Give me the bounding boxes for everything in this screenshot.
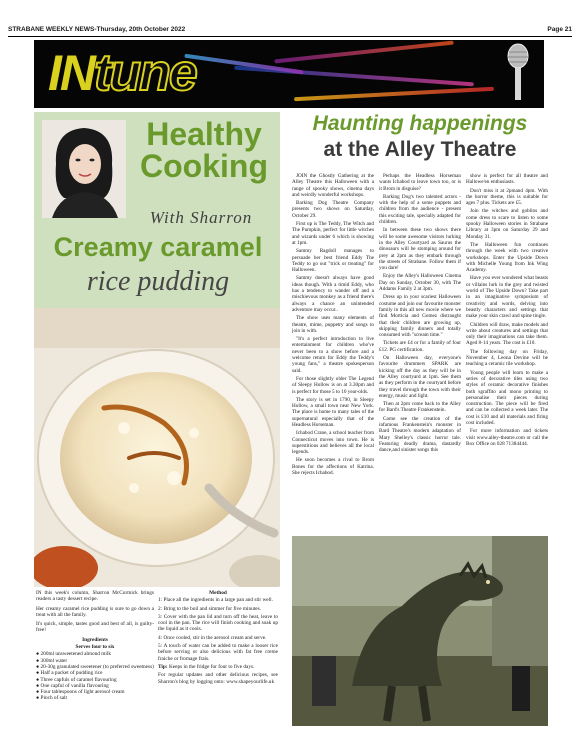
light-streak	[184, 54, 303, 75]
article-headline-line1: Haunting happenings	[312, 112, 528, 135]
rice-pudding-photo	[34, 308, 280, 587]
article-column-1	[292, 173, 374, 478]
intune-masthead	[34, 40, 544, 108]
recipe-method	[158, 590, 278, 687]
sharron-portrait	[42, 120, 126, 218]
article-paragraph: In between these two shows there will be some awesome visitors lurking in the Alley Courtyard as Saurus the dinosaurs will be stomping around for prey at 2pm as they embark through the streets of Strabane. Follow them if you dare!	[379, 227, 461, 272]
ingredient-item: ● Pinch of salt	[36, 695, 68, 702]
article-paragraph: JOIN the Ghostly Gathering at the Alley Theatre this Halloween with a range of spooky shows, cinema days and weirdly wonderful workshops.	[292, 173, 374, 198]
article-paragraph: The Halloween fun continues through the week with two creative workshops. Enter the Upside Down with Michelle Young from Ink Wing Academy.	[466, 241, 548, 274]
ingredient-item: ● Three capfuls of caramel flavouring	[36, 676, 117, 683]
article-column-2	[379, 173, 461, 455]
ingredient-item: ● 20-30g granulated sweetener (to preferred sweetness)	[36, 663, 154, 670]
method-step: 3: Cover with the pan lid and turn off the heat, leave to cool in the pan. The rice will finish cooking and soak up the liquid as it cools.	[158, 613, 278, 633]
article-paragraph: The show uses many elements of theatre, mime, puppetry and songs to join in with.	[292, 315, 374, 334]
method-step: 4: Once cooled, stir in the aerosol cream and serve.	[158, 634, 267, 641]
article-paragraph: Join the witches and goblins and come dress to scare to listen to some spooky Halloween stories in Strabane Library at 3pm on Saturday 29 and Monday 31.	[466, 208, 548, 240]
article-paragraph: First up is The Teddy, The Witch and The Pumpkin, perfect for little witches and wizards under 6 which is showing at 1pm.	[292, 221, 374, 246]
dinosaur-street-photo	[292, 536, 548, 726]
article-paragraph: The following day on Friday, November 4, Leona Devine will be teaching a ceramic tile workshop.	[466, 348, 548, 368]
article-paragraph: The story is set in 1790, in Sleepy Hollow, a small town near New York. The place is home to many tales of the supernatural especially that of the Headless Horseman.	[292, 396, 374, 428]
intro-paragraph: IN this week's column, Sharron McCormick brings readers a tasty dessert recipe.	[36, 590, 154, 603]
header-rule	[8, 36, 572, 37]
intro-paragraph: It's quick, simple, tastes good and best of all, is guilty-free!	[36, 621, 154, 634]
article-paragraph: He soon becomes a rival to Brom Bones for the affections of Katrina. She rejects Ichabod.	[292, 457, 374, 477]
article-headline-line2: at the Alley Theatre	[323, 138, 517, 161]
article-column-3	[466, 173, 548, 449]
recipe-intro-and-ingredients	[36, 590, 154, 702]
article-paragraph: Barking Dog Theatre Company presents two shows on Saturday, October 29.	[292, 200, 374, 219]
method-tip	[158, 664, 278, 670]
article-paragraph: Children will draw, make models and write about creatures and settings that only their imaginations can take them. Aged 8-14 years. The cost is £10.	[466, 321, 548, 347]
article-paragraph: Dress up in your scariest Halloween costume and join our favourite monster family in this all new movie where we find Morticia and Gomez distraught that their children are growing up, skipping family dinners and totally consumed with "scream time."	[379, 294, 461, 339]
article-paragraph: Sammy doesn't always have good ideas though. With a timid Eddy, who has a tendency to wander off and a mischievous monkey as a friend there's always a chance an unintended adventure may occur..	[292, 275, 374, 313]
article-paragraph: Ichabod Crane, a school teacher from Connecticut moves into town. He is superstitious and believes all the local legends.	[292, 430, 374, 456]
healthy-cooking-title	[128, 118, 280, 182]
article-paragraph: Tickets are £4 or for a family of four £12. PG certification.	[379, 340, 461, 353]
tip-label: Tip:	[158, 663, 168, 670]
article-paragraph: Perhaps the Headless Horseman wants Ichabod to leave town too, or is it Brom in disguise?	[379, 173, 461, 192]
method-step: 2: Bring to the boil and simmer for five minutes.	[158, 605, 261, 612]
recipe-title-line1: Creamy caramel	[53, 232, 263, 262]
light-streak	[294, 87, 494, 101]
ingredient-item: ● Four tablespoons of light aerosol cream	[36, 689, 125, 696]
method-heading: Method	[209, 590, 227, 596]
article-paragraph: Barking Dog's two talented actors - with the help of a some puppets and children from the audience - present this exciting tale, specially adapted for children.	[379, 193, 461, 226]
logo-tune: tune	[94, 44, 196, 102]
microphone-icon	[500, 42, 536, 104]
article-paragraph: Then at 2pm come back to the Alley for Bard's Theatre Frankenstein.	[379, 401, 461, 414]
intune-logo	[48, 42, 196, 104]
paper-dateline: STRABANE WEEKLY NEWS-Thursday, 20th October 2022	[8, 26, 186, 33]
page-header	[8, 26, 572, 33]
title-cooking: Cooking	[140, 148, 268, 184]
tip-text: Keeps in the fridge for four to five days.	[167, 663, 255, 670]
article-paragraph: show is perfect for all theatre and Hallowe'en enthusiasts.	[466, 173, 548, 186]
method-step: 5: A touch of water can be added to make a looser rice before serving or also delicious with fat free creme fraiche or fromage frais.	[158, 643, 278, 662]
title-healthy: Healthy	[146, 116, 262, 152]
serves-text: Serves four to six	[75, 644, 115, 651]
article-paragraph: For more information and tickets visit www.alley-theatre.com or call the Box Office on 028 71384444.	[466, 428, 548, 447]
ingredient-item: ● 300ml water	[36, 657, 68, 664]
intro-paragraph: Her creamy caramel rice pudding is sure to go down a treat with all the family.	[36, 605, 154, 618]
ingredient-item: ● One capful of vanilla flavouring	[36, 682, 109, 689]
blog-footer: For regular updates and other delicious recipes, see Sharron's blog by logging onto: www.shapeyourlife.uk	[158, 672, 278, 685]
article-paragraph: Enjoy the Alley's Halloween Cinema Day on Sunday, October 30, with The Addams Family 2 at 3pm.	[379, 273, 461, 293]
article-paragraph: Come see the creation of the infamous Frankenstein's monster in Bard Theatre's modern adaptation of Mary Shelley's classic horror tale. Featuring deadly drama, dastardly dance,and sinister songs this	[379, 415, 461, 454]
article-paragraph: Young people will learn to make a series of decorative tiles using two styles of ceramic decorative finishes both sgraffito and mono printing to personalise their pieces during construction. The piece will be fired and can be collected a week later. The cost is £10 and all materials and firing cost included.	[466, 369, 548, 426]
article-paragraph: Don't miss it at 2pmand 4pm. With the horror theme, this is suitable for ages 7 plus. Tickets are £5.	[466, 187, 548, 207]
light-streak	[274, 41, 453, 64]
method-step: 1: Place all the ingredients in a large pan and stir well.	[158, 597, 273, 604]
with-sharron-byline: With Sharron	[149, 208, 253, 227]
article-paragraph: Have you ever wondered what beasts or villains lurk in the grey and twisted world of The Upside Down? Take part in an imaginative symposium of creativity and words, delving into beastly characters and settings that make your skin crawl and spine tingle.	[466, 275, 548, 320]
article-paragraph: For those slightly older The Legend of Sleepy Hollow is on at 3.30pm and is perfect for those 5 to 10 year-olds.	[292, 375, 374, 395]
ingredient-item: ● Half a packet of pudding rice	[36, 670, 103, 677]
ingredient-item: ● 200ml unsweetened almond milk	[36, 651, 111, 658]
article-paragraph: Sammy Ragdoll manages to persuade her best friend Eddy The Teddy to go out "trick or treating" for Halloween.	[292, 248, 374, 274]
ingredients-heading: Ingredients	[82, 636, 108, 643]
article-paragraph: "It's a perfect introduction to live entertainment for children who've never been to a show before and a welcome return for Eddy the Teddy's young fans," a theatre spokesperson said.	[292, 336, 374, 374]
logo-in: IN	[48, 45, 94, 101]
article-paragraph: On Halloween day, everyone's favourite drummers SPARK are kicking off the day as they will be in the Alley courtyard at 1pm. See them as they perform in the courtyard before they travel through the town with their energy, music and light.	[379, 355, 461, 399]
page-number: Page 21	[547, 26, 572, 33]
recipe-title-line2: rice pudding	[86, 266, 230, 297]
